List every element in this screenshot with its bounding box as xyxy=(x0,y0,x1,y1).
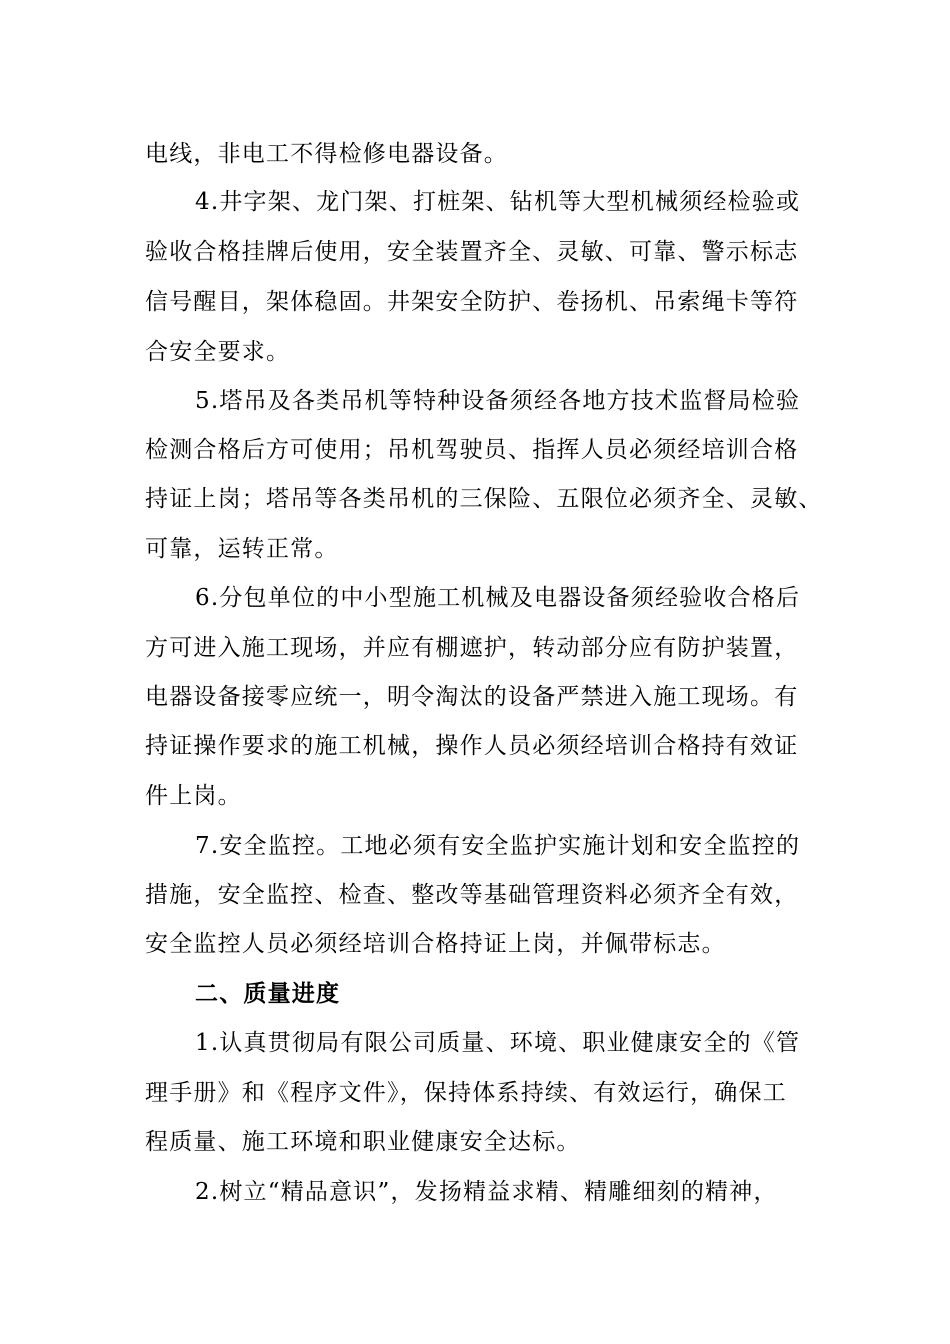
text-line: 6.分包单位的中小型施工机械及电器设备须经验收合格后 xyxy=(195,585,801,611)
text-line: 电线，非电工不得检修电器设备。 xyxy=(145,141,508,167)
text-line: 件上岗。 xyxy=(145,783,242,809)
text-line: 电器设备接零应统一，明令淘汰的设备严禁进入施工现场。有 xyxy=(145,684,799,710)
text-line: 4.井字架、龙门架、打桩架、钻机等大型机械须经检验或 xyxy=(195,189,801,215)
text-line: 持证上岗；塔吊等各类吊机的三保险、五限位必须齐全、灵敏、 xyxy=(145,486,823,512)
text-line: 合安全要求。 xyxy=(145,339,291,365)
text-line: 验收合格挂牌后使用，安全装置齐全、灵敏、可靠、警示标志 xyxy=(145,239,799,265)
text-line: 安全监控人员必须经培训合格持证上岗，并佩带标志。 xyxy=(145,931,726,957)
text-line: 可靠，运转正常。 xyxy=(145,536,339,562)
section-heading: 二、质量进度 xyxy=(195,980,341,1007)
text-line: 信号醒目，架体稳固。井架安全防护、卷扬机、吊索绳卡等符 xyxy=(145,289,799,315)
text-line: 1.认真贯彻局有限公司质量、环境、职业健康安全的《管 xyxy=(195,1030,801,1056)
text-line: 7.安全监控。工地必须有安全监护实施计划和安全监控的 xyxy=(195,833,801,859)
text-line: 方可进入施工现场，并应有棚遮护，转动部分应有防护装置， xyxy=(145,635,799,661)
text-line: 措施，安全监控、检查、整改等基础管理资料必须齐全有效， xyxy=(145,882,799,908)
text-line: 理手册》和《程序文件》，保持体系持续、有效运行，确保工 xyxy=(145,1080,787,1106)
text-line: 2.树立“精品意识”，发扬精益求精、精雕细刻的精神， xyxy=(195,1179,778,1205)
text-line: 程质量、施工环境和职业健康安全达标。 xyxy=(145,1129,581,1155)
text-line: 5.塔吊及各类吊机等特种设备须经各地方技术监督局检验 xyxy=(195,388,801,414)
text-line: 持证操作要求的施工机械，操作人员必须经培训合格持有效证 xyxy=(145,733,799,759)
text-line: 检测合格后方可使用；吊机驾驶员、指挥人员必须经培训合格 xyxy=(145,437,799,463)
